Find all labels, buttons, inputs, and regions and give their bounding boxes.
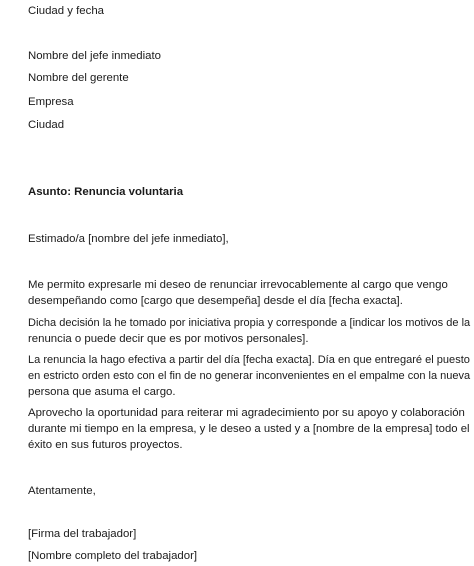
paragraph-2-line-1: Dicha decisión la he tomado por iniciativa propia y corresponde a [indicar los motivos de la <box>28 317 471 329</box>
recipient-boss-name: Nombre del jefe inmediato <box>28 50 161 62</box>
full-name-placeholder: [Nombre completo del trabajador] <box>28 550 198 562</box>
paragraph-3-line-3: persona que asuma el cargo. <box>28 386 176 398</box>
recipient-company: Empresa <box>28 96 74 108</box>
paragraph-2-line-2: renuncia o puede decir que es por motivos personales]. <box>28 333 309 345</box>
paragraph-4-line-2: durante mi tiempo en la empresa, y le deseo a usted y a [nombre de la empresa] todo el <box>28 423 470 435</box>
recipient-city: Ciudad <box>28 119 65 131</box>
subject-line: Asunto: Renuncia voluntaria <box>28 186 184 198</box>
greeting: Estimado/a [nombre del jefe inmediato], <box>28 233 229 245</box>
paragraph-4-line-3: éxito en sus futuros proyectos. <box>28 439 183 451</box>
paragraph-1-line-1: Me permito expresarle mi deseo de renunciar irrevocablemente al cargo que vengo <box>28 279 448 291</box>
signature-placeholder: [Firma del trabajador] <box>28 528 137 540</box>
paragraph-3-line-1: La renuncia la hago efectiva a partir del día [fecha exacta]. Día en que entregaré el puesto <box>28 354 470 366</box>
paragraph-1-line-2: desempeñando como [cargo que desempeña] desde el día [fecha exacta]. <box>28 295 403 307</box>
recipient-manager-name: Nombre del gerente <box>28 72 129 84</box>
closing: Atentamente, <box>28 485 96 497</box>
paragraph-3-line-2: en estricto orden esto con el fin de no generar inconvenientes en el empalme con la nueva <box>28 370 471 382</box>
city-date: Ciudad y fecha <box>28 5 104 17</box>
paragraph-4-line-1: Aprovecho la oportunidad para reiterar mi agradecimiento por su apoyo y colaboración <box>28 407 465 419</box>
